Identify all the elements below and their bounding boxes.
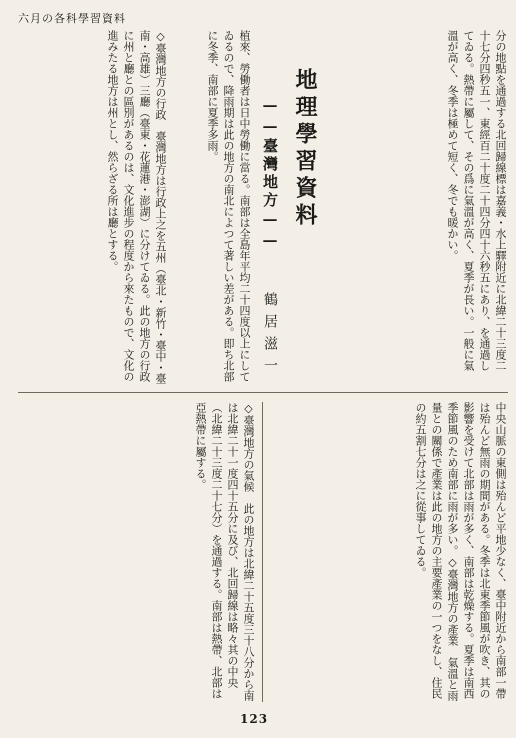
article-title: 地理學習資料: [292, 68, 318, 230]
vertical-divider: [262, 402, 263, 702]
article-subtitle: ——臺灣地方——: [261, 96, 279, 252]
text-column-upper-left: ◇臺灣地方の行政 臺灣地方は行政上之を五州（臺北・新竹・臺中・臺南・高雄）三廳（臺東・花蓮港・澎湖）に分けてゐる。此の地方の行政に州と廳との區別があるのは、文化進步の程度から來たもので、文化の進みたる地方は州とし、然らざる所は廳とする。: [106, 30, 167, 384]
text-column-mid: 植來、勞働者は日中勞働に當る。南部は全島年平均二十四度以上にしてゐるので、降雨期は此の地方の南北によつて著しい差がある。即ち北部に冬季、南部に夏季多雨。: [206, 30, 251, 382]
article-author: 鶴居滋一: [262, 292, 278, 380]
horizontal-divider: [18, 392, 508, 393]
running-header: 六月の各科學習資料: [18, 12, 126, 25]
page-number: 123: [240, 712, 269, 726]
text-column-bottom-right: 中央山脈の東側は殆んど平地少なく、臺中附近から南部一帶は殆んど無雨の期間がある。冬季は北東季節風が吹き、其の影響を受けて北部は雨が多く、南部は乾燥する。夏季は南西季節風のため南部に雨が多い。◇臺灣地方の產業 氣溫と雨量との關係で產業は此の地方の主要產業の一つをなし、住民の約五割七分は之に從事してゐる。: [414, 402, 507, 701]
text-column-top-right: 分の地點を通過する北回歸線標は嘉義・水上驛附近に北緯二十三度二十七分四秒五一、東經百二十度二十四分四十六秒五にあり、を通過してゐる。熱帶に屬して、その爲に氣溫が高く、夏季が長い。一般に氣溫が高く、冬季は極めて短く、冬でも暖かい。: [446, 30, 507, 371]
text-column-bottom-left: ◇臺灣地方の氣候 此の地方は北緯二十五度三十八分から南は北緯二十一度四十五分に及び、北回歸線は略々其の中央（北緯二十三度二十七分）を通過する。南部は熱帶、北部は亞熱帶に屬する。: [194, 402, 255, 701]
